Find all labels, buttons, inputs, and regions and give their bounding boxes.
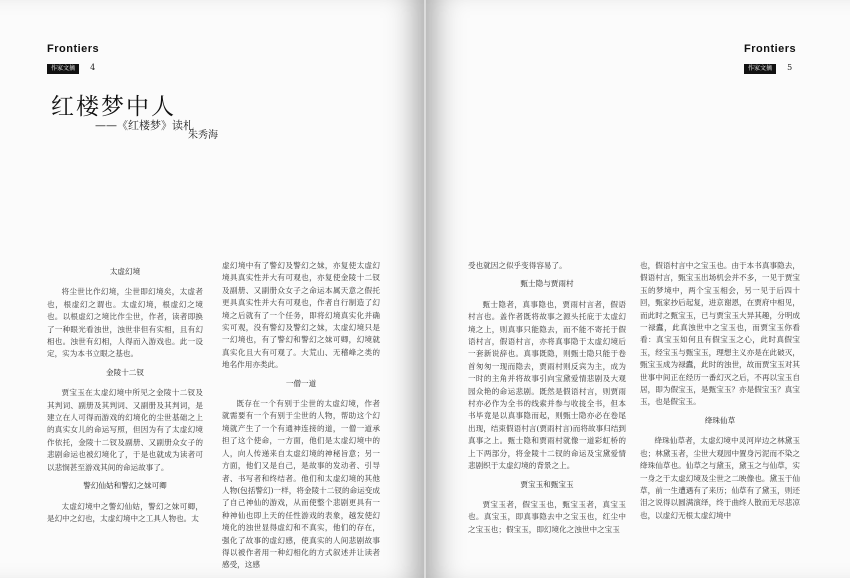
section-heading: 绛珠仙草 xyxy=(704,415,736,425)
text-column-1 xyxy=(468,260,626,536)
section-heading: 甄士隐与贾雨村 xyxy=(520,279,574,289)
section-heading: 一僧一道 xyxy=(285,378,317,388)
section-heading: 警幻仙姑和警幻之妹可卿 xyxy=(83,481,167,491)
section-heading: 金陵十二钗 xyxy=(106,367,144,377)
body-paragraph: 也，假语村言中之宝玉也。由于本书真事隐去，假语村言，甄宝玉出场机会并不多，一见于贾宝玉的梦境中，两个宝玉相会，另一见于后四十回，甄家抄后起复，进京谢恩，在贾府中相见，而此时之甄宝玉，已与贾宝玉大异其趣，分明成一禄蠹，此真浊世中之宝玉也，而贾宝玉你看看：真宝玉如何且有假宝玉之心，此时真假宝玉，经宝玉与甄宝玉，理想主义亦是在此破灭，甄宝玉成为禄蠹，此时的浊世，故而贾宝玉对其世事中间正在经历一番幻灭之后，不再以宝玉自居，即为假宝玉，是甄宝玉？亦是假宝玉？真宝玉，也是假宝玉。 xyxy=(640,261,800,407)
text-column-2 xyxy=(222,260,380,572)
section-heading: 太虚幻境 xyxy=(109,267,141,276)
article-author: 朱秀海 xyxy=(188,130,218,141)
section-heading: 贾宝玉和甄宝玉 xyxy=(520,479,574,489)
body-paragraph: 贾宝玉在太虚幻境中所见之金陵十二钗及其判词、副册及其判词、又副册及其判词，是建立在人可得而游戏的幻境化的尘世基础之上的真实女儿的命运写照，但因为有了太虚幻境作依托，金陵十二钗及副册、又副册众女子的悲剧命运也被幻境化了，于是也就成为读者可以悲悯甚至游戏其间的命运故事了。 xyxy=(47,388,203,472)
left-page xyxy=(0,0,424,578)
article-subtitle: ——《红楼梦》读札 xyxy=(95,119,194,132)
body-paragraph: 将尘世比作幻境，尘世即幻境矣，太虚者也，根虚幻之谓也。太虚幻境，根虚幻之境也。以根虚幻之境比作尘世，作者，读者即换了一种眼光看浊世，浊世非但有实相，且有幻相也。浊世有幻相，人得而入游戏也。此一设定，实为本书立眼之基也。 xyxy=(47,287,203,359)
body-paragraph: 贾宝玉者，假宝玉也，甄宝玉者，真宝玉也。真宝玉，即真事隐去中之宝玉也，红尘中之宝玉也；假宝玉，即幻境化之浊世中之宝玉 xyxy=(468,499,626,534)
brand-subtitle: 作家文摘 xyxy=(47,64,79,74)
body-paragraph: 太虚幻境中之警幻仙姑，警幻之妹可卿，是幻中之幻也，太虚幻境中之工具人物也。太 xyxy=(47,501,203,523)
frontiers-logo: Frontiers xyxy=(744,43,797,55)
page-number: 4 xyxy=(90,63,96,72)
page-number: 5 xyxy=(787,63,793,72)
text-column-2 xyxy=(640,260,800,522)
body-paragraph: 既存在一个有别于尘世的太虚幻境，作者就需要有一个有别于尘世的人物，帮助这个幻境就产生了一个有通神连接的道，一僧一道承担了这个使命，一方面，他们是太虚幻境中的人，向人传递来自太虚幻境的神秘旨意；另一方面，他们又是自己，是故事的发动者、引导者、书写者和终结者。他们和太虚幻境的其他人物(包括警幻)一样，将金陵十二钗的命运变成了自己神仙的游戏，从而使整个悲剧更具有一种神仙也即上天的任性游戏的表象，越发使幻境化的浊世显得虚幻和不真实，他们的存在，强化了故事的虚幻感，使真实的人间悲剧故事得以被作者用一种幻相化的方式叙述并让读者感受，这感 xyxy=(222,399,380,570)
magazine-brand xyxy=(744,43,796,74)
article-title: 红楼梦中人 xyxy=(51,94,176,120)
magazine-brand xyxy=(47,43,99,74)
frontiers-logo: Frontiers xyxy=(47,43,100,55)
right-page xyxy=(426,0,850,578)
body-paragraph: 受也就因之似乎变得容易了。 xyxy=(468,261,567,270)
text-column-1 xyxy=(47,260,203,525)
body-paragraph: 甄士隐者，真事隐也，贾雨村言者，假语村言也。盖作者既将故事之源头托庇于太虚幻境之上，则真事只能隐去，而不能不寄托于假语村言，假语村言，亦将真事隐于太虚幻境后一套新说辞也。真事既隐，则甄士隐只能于卷首匆匆一现而隐去，贾雨村则反宾为主，成为一时的主角并将故事引向宝黛爱情悲剧及大观园众艳的命运悲剧。既然是假语村言，则贾雨村亦必作为全书的线索并参与收拢全书，但本书毕竟是以真事隐而起，则甄士隐亦必在卷尾出现，结束假语村言(贾雨村言)而将故事归结到真事之上。甄士隐和贾雨村就像一道彩虹桥的上下两部分，将金陵十二钗的命运及宝黛爱情悲剧织于太虚幻境的背景之上。 xyxy=(468,299,626,471)
body-paragraph: 虚幻境中有了警幻及警幻之妹，亦复使太虚幻境具真实性并大有可观也，亦复使金陵十二钗及副册、又副册众女子之命运本属天意之假托更具真实性并大有可观也，作者自行制造了幻境之后就有了一个任务，即将幻境真实化并确实可观，没有警幻及警幻之妹，太虚幻境只是一幻境也，有了警幻和警幻之妹可卿，幻境就真实化且大有可观了。大荒山、无稽峰之类的地名作用亦类此。 xyxy=(222,261,380,370)
brand-subtitle: 作家文摘 xyxy=(744,64,776,74)
body-paragraph: 绛珠仙草者，太虚幻境中灵河岸边之林黛玉也；林黛玉者，尘世大观园中置身污泥而不染之绛珠仙草也。仙草之与黛玉，黛玉之与仙草，实一身之于太虚幻境及尘世之二映像也。黛玉于仙草，前一生遭遇有了来历；仙草有了黛玉，则还泪之说得以圆满演绎，终于曲终人散而无尽悲凉也，以虚幻无根太虚幻境中 xyxy=(640,436,800,520)
